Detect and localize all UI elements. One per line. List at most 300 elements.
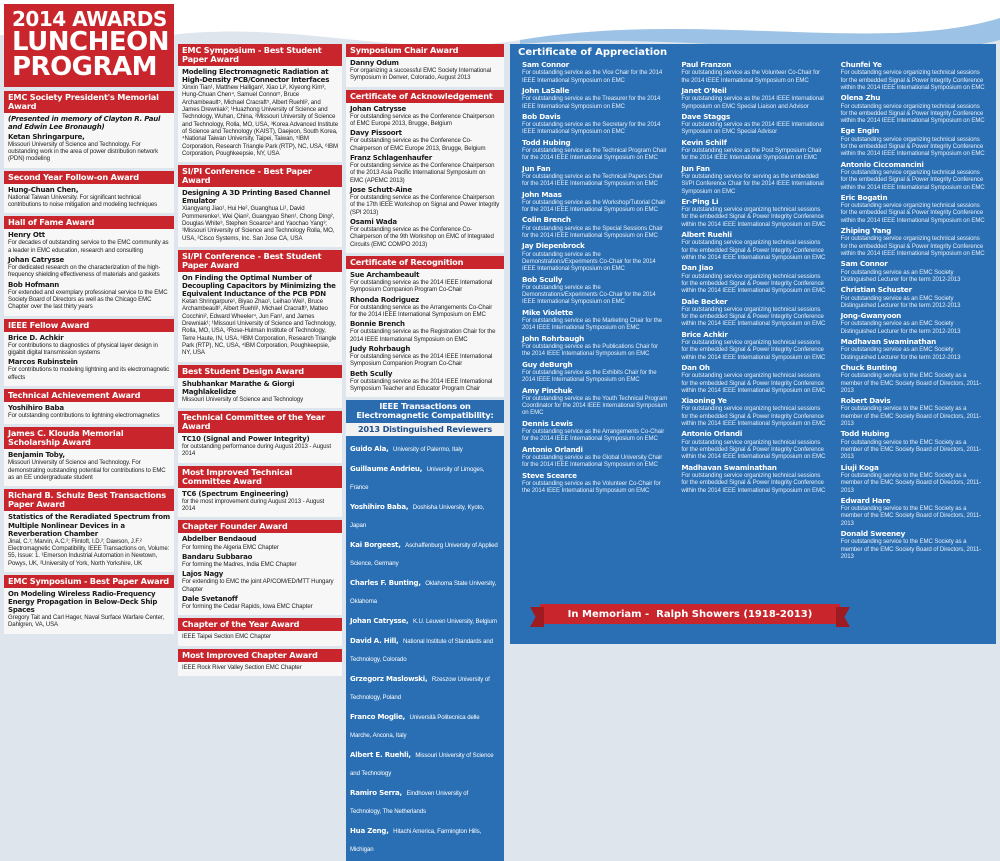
reviewer-entry — [350, 782, 500, 818]
reviewer-affiliation: Università Politecnica delle Marche, Ancona, Italy — [350, 714, 480, 740]
award-section — [4, 91, 174, 168]
recipient-description: For outstanding service organizing technical sessions for the embedded Signal & Power Integrity Conference within the 2014 IEEE International Symposium on EMC — [681, 405, 826, 428]
certificate-entry — [841, 338, 986, 361]
certificate-entry — [681, 198, 826, 228]
certificate-entry — [681, 139, 826, 162]
recipient-name: Eric Bogatin — [840, 192, 888, 202]
title-line-3: PROGRAM — [12, 52, 158, 83]
certificate-entry — [681, 231, 826, 261]
recipient-name: Xiaoning Ye — [681, 396, 727, 406]
award-section — [178, 250, 342, 362]
recipient-description: For outstanding service organizing technical sessions for the embedded Signal & Power Integrity Conference within the 2014 IEEE International Symposium on EMC — [681, 471, 826, 494]
recipient-description: For outstanding service as the 2014 IEEE International Symposium on EMC Special Liaison and Advisor — [681, 95, 824, 110]
section-body — [4, 332, 174, 386]
recipient-description: For outstanding service as an EMC Society Distinguished Lecturer for the term 2012-2013 — [840, 268, 961, 283]
recipient-description: For outstanding service as the Post Symposium Chair for the 2014 IEEE International Symposium on EMC — [681, 147, 822, 162]
recipient-name: Paul Franzon — [681, 60, 732, 69]
award-entry — [182, 595, 338, 610]
recipient-description: For outstanding service as the Publications Chair for the 2014 IEEE International Symposium on EMC — [522, 342, 658, 358]
award-section — [178, 466, 342, 518]
award-entry — [8, 334, 170, 357]
recipient-description: For outstanding service organizing technical sessions for the embedded Signal & Power Integrity Conference within the 2014 IEEE International Symposium on EMC — [840, 235, 985, 257]
recipient-name: TC6 (Spectrum Engineering) — [182, 489, 289, 498]
program-title — [4, 4, 174, 87]
award-entry — [8, 358, 170, 381]
section-header: IEEE Fellow Award — [4, 319, 174, 332]
recipient-name: Statistics of the Reradiated Spectrum from Multiple Nonlinear Devices in a Reverberation Chamber — [8, 513, 170, 538]
reviewer-affiliation: University of Limoges, France — [350, 466, 485, 492]
recipient-name: Dave Staggs — [681, 111, 731, 121]
middle-right-column — [346, 44, 504, 854]
recipient-description: For outstanding service as the Volunteer Co-Chair for the 2014 IEEE International Symposium on EMC — [681, 69, 820, 84]
recipient-description: For contributions to diagnostics of physical layer design in gigabit digital transmission systems — [8, 341, 158, 357]
recipient-name: Modeling Electromagnetic Radiation at High-Density PCB/Connector Interfaces — [182, 68, 330, 85]
certificate-column — [833, 61, 992, 563]
recipient-name: Bonnie Brench — [350, 320, 405, 329]
award-section — [178, 44, 342, 162]
recipient-name: Todd Hubing — [840, 429, 890, 439]
certificate-entry — [522, 387, 667, 417]
recipient-description: For outstanding service as the 2014 IEEE International Symposium Companion Program Co-Chair — [350, 353, 493, 368]
certificate-entry — [681, 464, 826, 494]
middle-left-column — [178, 44, 342, 671]
reviewer-name: Grzegorz Maslowski, — [350, 675, 428, 684]
reviewer-entry — [350, 630, 500, 666]
recipient-name: Johan Catrysse — [350, 104, 407, 113]
section-header: EMC Society President's Memorial Award — [4, 91, 174, 113]
recipient-description: For outstanding service as the Conference Chairperson of EMC Europe 2013, Brugge, Belgium — [350, 112, 495, 128]
recipient-name: Janet O'Neil — [681, 85, 727, 95]
recipient-description: For forming the Algeria EMC Chapter — [182, 543, 279, 551]
recipient-description: For outstanding service as the 2014 IEEE International Symposium on EMC Special Advisor — [681, 121, 824, 136]
certificate-entry — [681, 331, 826, 361]
award-entry — [350, 296, 500, 319]
recipient-name: Kevin Schilf — [681, 137, 727, 147]
title-line-1: 2014 AWARDS — [12, 7, 167, 31]
recipient-description: For outstanding service to the EMC Society as a member of the EMC Society Board of Directors, 2011-2013 — [840, 438, 982, 461]
reviewer-name: Albert E. Ruehli, — [350, 751, 411, 760]
certificate-entry — [681, 298, 826, 328]
recipient-name: Er-Ping Li — [681, 196, 719, 206]
recipient-description: For outstanding service organizing technical sessions for the embedded Signal & Power Integrity Conference within the 2014 IEEE International Symposium on EMC — [840, 202, 985, 224]
recipient-description: For outstanding service organizing technical sessions for the embedded Signal & Power Integrity Conference within the 2014 IEEE International Symposium on EMC — [681, 206, 826, 228]
award-section — [346, 256, 504, 397]
certificate-entry — [522, 216, 667, 239]
section-header: Most Improved Technical Committee Award — [178, 466, 342, 488]
reviewer-entry — [350, 610, 500, 628]
award-entry — [8, 451, 170, 481]
recipient-description: For outstanding service as an EMC Society Distinguished Lecturer for the term 2012-2013 — [840, 320, 961, 335]
certificate-entry — [522, 61, 667, 84]
recipient-name: Yoshihiro Baba — [8, 404, 64, 413]
section-body — [178, 433, 342, 463]
recipient-description: For dedicated research on the characterization of the high-frequency shielding effectiveness of materials and gaskets — [8, 264, 161, 279]
award-section — [178, 411, 342, 463]
recipient-name: Ege Engin — [840, 126, 880, 136]
certificate-panel — [510, 44, 996, 644]
recipient-name: Albert Ruehli — [681, 230, 732, 240]
recipient-name: Amy Pinchuk — [522, 385, 573, 395]
recipient-description: For outstanding service for serving as the embedded SI/PI Conference Chair for the 2014 IEEE International Symposium on EMC — [681, 172, 824, 195]
left-column — [4, 4, 174, 643]
award-entry — [182, 274, 338, 357]
reviewer-affiliation: K.U. Leuven University, Belgium — [412, 618, 497, 626]
recipient-description: For outstanding service as the 2014 IEEE International Symposium Teacher and Educator Program Chair — [350, 377, 493, 393]
certificate-entry — [841, 227, 986, 257]
recipient-name: Designing A 3D Printing Based Channel Emulator — [182, 189, 331, 206]
award-entry — [182, 535, 338, 550]
certificate-entry — [841, 397, 986, 427]
section-header: EMC Symposium - Best Paper Award — [4, 575, 174, 588]
award-entry — [350, 271, 500, 294]
award-entry — [182, 68, 338, 157]
recipient-description: For outstanding service to the EMC Society as a member of the EMC Society Board of Directors, 2011-2013 — [840, 538, 982, 560]
section-body — [178, 631, 342, 645]
certificate-entry — [522, 113, 667, 136]
recipient-description: For organizing a successful EMC Society International Symposium in Denver, Colorado, August 2013 — [350, 67, 492, 82]
reviewer-entry — [350, 706, 500, 742]
recipient-name: Bob Hofmann — [8, 280, 60, 289]
recipient-description: For outstanding service as the Global University Chair for the 2014 IEEE International Symposium on EMC — [522, 453, 663, 469]
recipient-description: IEEE Rock River Valley Section EMC Chapter — [182, 663, 302, 671]
certificate-entry — [841, 286, 986, 309]
section-header: Richard B. Schulz Best Transactions Paper Award — [4, 489, 174, 511]
transactions-header: IEEE Transactions on Electromagnetic Compatibility: — [346, 400, 504, 422]
recipient-description: National Taiwan University. For significant technical contributions to noise mitigation and modeling techniques — [8, 193, 158, 209]
recipient-name: Franz Schlagenhaufer — [350, 154, 432, 163]
recipient-description: For outstanding service organizing technical sessions for the embedded Signal & Power Integrity Conference within the 2014 IEEE International Symposium on EMC — [681, 272, 826, 295]
award-entry — [182, 189, 338, 242]
reviewer-entry — [350, 820, 500, 856]
section-body — [178, 533, 342, 615]
recipient-name: Jun Fan — [681, 163, 710, 173]
award-section — [4, 575, 174, 634]
recipient-name: Todd Hubing — [522, 137, 571, 147]
recipient-description: Missouri University of Science and Technology — [182, 395, 304, 403]
reviewer-name: Guido Ala, — [350, 445, 389, 454]
recipient-description: For contributions to modeling lightning and its electromagnetic effects — [8, 366, 170, 381]
recipient-description: Missouri University of Science and Technology. For outstanding work in the area of power distribution network (PDN) modeling — [8, 140, 159, 163]
recipient-description: For outstanding service to the EMC Society as a member of the EMC Society Board of Directors, 2011-2013 — [840, 405, 982, 428]
recipient-name: Dan Jiao — [681, 263, 714, 273]
reviewer-name: Charles F. Bunting, — [350, 579, 421, 588]
recipient-description: For outstanding service to the EMC Society as a member of the EMC Society Board of Directors, 2011-2013 — [840, 505, 982, 527]
recipient-description: IEEE Taipei Section EMC Chapter — [182, 633, 271, 641]
section-body — [178, 66, 342, 162]
reviewer-affiliation: Oklahoma State University, Oklahoma — [350, 580, 497, 606]
certificate-entry — [681, 87, 826, 110]
section-body — [4, 449, 174, 486]
recipient-name: Christian Schuster — [840, 285, 912, 295]
recipient-name: Madhavan Swaminathan — [840, 337, 937, 347]
certificate-entry — [522, 361, 667, 384]
certificate-entry — [522, 446, 667, 469]
recipient-name: Hung-Chuan Chen, — [8, 185, 79, 194]
recipient-description: For forming the Madres, India EMC Chapter — [182, 560, 297, 568]
recipient-description: For outstanding service as the Conference Co-Chairperson of EMC Europe 2013, Brugge, Belgium — [350, 137, 486, 152]
certificate-entry — [522, 191, 667, 214]
recipient-description: Jinal, C.¹; Marvin, A.C.²; Flintoft, I.D.²; Dawson, J.F.² Electromagnetic Compatibility, IEEE Transactions on, Volume: 55, Issue: 1. ¹Emerson Industrial Automation in Newtown, Powys, UK, ²University of York, North Yorkshire, UK — [8, 537, 170, 567]
recipient-name: Bob Scully — [522, 274, 563, 284]
recipient-description: For outstanding service organizing technical sessions for the embedded Signal & Power Integrity Conference within the 2014 IEEE International Symposium on EMC — [681, 372, 826, 394]
recipient-description: For outstanding service organizing technical sessions for the embedded Signal & Power Integrity Conference within the 2014 IEEE International Symposium on EMC — [840, 168, 985, 191]
recipient-name: Chunfei Ye — [840, 60, 882, 69]
recipient-name: Jong-Gwanyoon — [840, 311, 902, 321]
recipient-name: Chuck Bunting — [840, 362, 897, 372]
reviewer-entry — [350, 438, 500, 456]
section-header: Technical Achievement Award — [4, 389, 174, 402]
recipient-name: Colin Brench — [522, 215, 571, 225]
recipient-name: Antonio Ciccomancini — [840, 159, 924, 169]
award-section — [4, 389, 174, 424]
recipient-description: For outstanding service as the Conference Co-Chairperson of the 9th Workshop on EMC of Integrated Circuits (EMC COMPO 2013) — [350, 226, 494, 248]
reviewer-name: Guillaume Andrieu, — [350, 465, 423, 474]
recipient-name: On Finding the Optimal Number of Decoupling Capacitors by Minimizing the Equivalent Inductance of the PCB PDN — [182, 273, 336, 299]
reviewer-affiliation: National Institute of Standards and Technology, Colorado — [350, 638, 493, 664]
certificate-entry — [522, 309, 667, 332]
recipient-name: Donald Sweeney — [840, 529, 906, 539]
award-section — [346, 90, 504, 253]
award-section — [178, 520, 342, 615]
certificate-entry — [522, 87, 667, 110]
recipient-name: Sam Connor — [522, 60, 569, 69]
section-header: EMC Symposium - Best Student Paper Award — [178, 44, 342, 66]
recipient-name: Liuji Koga — [840, 462, 879, 472]
recipient-name: Osami Wada — [350, 218, 397, 227]
recipient-name: John Maas — [522, 189, 562, 199]
recipient-name: Judy Rohrbaugh — [350, 345, 411, 354]
section-header: Chapter of the Year Award — [178, 618, 342, 631]
reviewer-affiliation: Doshisha University, Kyoto, Japan — [350, 504, 485, 530]
recipient-description: Xiangyang Jiao¹, Hui He², Guanghua Li¹, David Pommerenke¹, Wei Qian², Guangyao Shen¹, Chong Ding², Douglas White³, Stephen Scearce³ and Yaochao Yang³; ¹Missouri University of Science and Technology Rolla, MO, USA, ²Cisco Systems, Inc. San Jose CA, USA — [182, 205, 335, 242]
section-body — [178, 272, 342, 362]
certificate-grid — [510, 61, 996, 563]
recipient-description: For outstanding service as the Vice Chair for the 2014 IEEE International Symposium on EMC — [522, 69, 663, 84]
recipient-name: Olena Zhu — [840, 93, 881, 103]
recipient-name: Zhiping Yang — [840, 226, 892, 236]
recipient-name: Beth Scully — [350, 369, 393, 378]
certificate-entry — [522, 242, 667, 272]
recipient-name: Antonio Orlandi — [522, 444, 583, 454]
award-entry — [182, 490, 338, 513]
ribbon-right — [836, 607, 850, 627]
award-section — [346, 44, 504, 87]
certificate-header: Certificate of Appreciation — [510, 44, 996, 61]
recipient-description: For outstanding service to the EMC Society as a member of the EMC Society Board of Directors, 2011-2013 — [840, 471, 982, 494]
section-body — [4, 402, 174, 424]
award-entry — [8, 590, 170, 629]
section-body — [4, 229, 174, 315]
reviewer-name: Franco Moglie, — [350, 713, 406, 722]
certificate-entry — [841, 161, 986, 191]
recipient-description: For outstanding service organizing technical sessions for the embedded Signal & Power Integrity Conference within the 2014 IEEE International Symposium on EMC — [840, 69, 985, 91]
certificate-entry — [841, 464, 986, 494]
recipient-name: Rhonda Rodriguez — [350, 295, 420, 304]
reviewer-name: Yoshihiro Baba, — [350, 503, 409, 512]
award-section — [178, 165, 342, 247]
section-body — [178, 187, 342, 247]
recipient-name: Brice Achkir — [681, 329, 728, 339]
recipient-description: For outstanding service organizing technical sessions for the embedded Signal & Power Integrity Conference within the 2014 IEEE International Symposium on EMC — [681, 239, 826, 261]
certificate-entry — [841, 312, 986, 335]
certificate-entry — [522, 139, 667, 162]
certificate-column — [673, 61, 832, 563]
recipient-description: Gregory Tait and Carl Hager, Naval Surface Warfare Center, Dahlgren, VA, USA — [8, 614, 165, 629]
reviewer-name: Kai Borgeest, — [350, 541, 401, 550]
recipient-description: For decades of outstanding service to the EMC community as a leader in EMC education, research and consulting — [8, 239, 169, 254]
certificate-entry — [522, 276, 667, 306]
recipient-description: For outstanding service as the Arrangements Co-Chair for the 2014 IEEE International Symposium on EMC — [522, 428, 665, 443]
award-entry — [8, 231, 170, 254]
award-section — [4, 216, 174, 315]
recipient-name: Dennis Lewis — [522, 418, 573, 428]
recipient-name: Edward Hare — [840, 495, 891, 505]
certificate-entry — [841, 127, 986, 157]
certificate-entry — [841, 497, 986, 527]
award-entry — [8, 256, 170, 279]
title-line-2: LUNCHEON — [12, 26, 169, 57]
recipient-name: Henry Ott — [8, 231, 45, 240]
award-section — [4, 427, 174, 486]
section-body — [346, 103, 504, 253]
reviewer-affiliation: Aschaffenburg University of Applied Science, Germany — [350, 542, 498, 568]
recipient-name: Dale Becker — [681, 296, 728, 306]
award-section — [178, 618, 342, 645]
reviewer-affiliation: Rzeszow University of Technology, Poland — [350, 676, 490, 702]
award-entry — [350, 345, 500, 368]
recipient-name: Guy deBurgh — [522, 359, 573, 369]
recipient-description: For outstanding service organizing technical sessions for the embedded Signal & Power Integrity Conference within the 2014 IEEE International Symposium on EMC — [681, 438, 826, 461]
recipient-name: Brice D. Achkir — [8, 333, 64, 342]
award-entry — [350, 186, 500, 216]
recipient-name: Dan Oh — [681, 362, 710, 372]
recipient-name: Bob Davis — [522, 111, 561, 121]
section-header: Certificate of Recognition — [346, 256, 504, 269]
section-header: Hall of Fame Award — [4, 216, 174, 229]
recipient-description: Missouri University of Science and Technology. For demonstrating outstanding potential for contributions to EMC as an EE undergraduate student — [8, 459, 166, 482]
recipient-name: John Rohrbaugh — [522, 333, 585, 343]
section-body — [346, 269, 504, 397]
certificate-entry — [841, 530, 986, 560]
award-entry — [8, 404, 170, 419]
award-entry — [182, 664, 338, 671]
reviewer-entry — [350, 458, 500, 494]
recipient-name: Jun Fan — [522, 163, 551, 173]
recipient-name: Shubhankar Marathe & Giorgi Maghlakelidze — [182, 379, 295, 396]
recipient-description: For outstanding service organizing technical sessions for the embedded Signal & Power Integrity Conference within the 2014 IEEE International Symposium on EMC — [681, 339, 826, 361]
reviewer-entry — [350, 496, 500, 532]
recipient-description: For outstanding service as the Registration Chair for the 2014 IEEE International Symposium on EMC — [350, 328, 496, 343]
section-header: Second Year Follow-on Award — [4, 171, 174, 184]
memoriam-banner — [540, 604, 840, 624]
certificate-entry — [522, 472, 667, 495]
recipient-name: Bandaru Subbarao — [182, 552, 253, 561]
certificate-entry — [522, 165, 667, 188]
recipient-name: Jay Diepenbrock — [522, 241, 585, 251]
recipient-name: Dale Svetanoff — [182, 594, 238, 603]
section-header: Most Improved Chapter Award — [178, 649, 342, 662]
certificate-entry — [681, 165, 826, 195]
recipient-description: For outstanding service as the Arrangements Co-Chair for the 2014 IEEE International Symposium on EMC — [350, 303, 493, 319]
transactions-reviewers-section — [346, 400, 504, 861]
certificate-entry — [681, 113, 826, 136]
recipient-description: for the most improvement during August 2013 - August 2014 — [182, 497, 325, 513]
award-section — [178, 649, 342, 676]
award-entry — [350, 129, 500, 152]
recipient-name: On Modeling Wireless Radio-Frequency Energy Propagation in Below-Deck Ship Spaces — [8, 589, 158, 614]
award-entry — [8, 281, 170, 311]
recipient-description: For outstanding service as the Demonstrations/Experiments Co-Chair for the 2014 IEEE International Symposium on EMC — [522, 283, 656, 306]
award-entry — [350, 320, 500, 343]
recipient-description: For outstanding service as the Demonstrations/Experiments Co-Chair for the 2014 IEEE International Symposium on EMC — [522, 250, 656, 273]
recipient-description: Xinxin Tian¹, Matthew Halligan², Xiao Li², Kiyeong Kim³, Hung-Chuan Chen⁴, Samuel Connor⁵, Bruce Archambeault⁵, Michael Cracraft⁵, Albert Ruehli², and James Drewniak²; ¹Huazhong University of Science and Technology, Wuhan, China, ²Missouri University of Science and Technology, Rolla, MO, USA, ³Korea Advanced Institute of Science and Technology (KAIST), Daejeon, South Korea, ⁴National Taiwan University, Taipei, Taiwan, ⁵IBM Corporation, Research Triangle Park (RTP), NC, USA, ⁶IBM Corporation, Poughkeepsie, NY, USA — [182, 84, 338, 157]
recipient-name: Lajos Nagy — [182, 570, 224, 579]
certificate-entry — [841, 260, 986, 283]
recipient-description: For outstanding service organizing technical sessions for the embedded Signal & Power Integrity Conference within the 2014 IEEE International Symposium on EMC — [840, 135, 985, 158]
recipient-description: For outstanding service as the Youth Technical Program Coordinator for the 2014 IEEE International Symposium on EMC — [522, 394, 668, 417]
recipient-name: Ketan Shringarpure, — [8, 132, 85, 141]
section-body — [4, 113, 174, 168]
section-header: James C. Klouda Memorial Scholarship Award — [4, 427, 174, 449]
recipient-name: John LaSalle — [522, 85, 570, 95]
recipient-name: Abdelber Bendaoud — [182, 535, 257, 544]
section-header: Chapter Founder Award — [178, 520, 342, 533]
recipient-description: For outstanding service as the Volunteer Co-Chair for the 2014 IEEE International Symposium on EMC — [522, 479, 661, 495]
recipient-name: (Presented in memory of Clayton R. Paul and Edwin Lee Bronaugh) — [8, 114, 161, 131]
section-header: SI/PI Conference - Best Student Paper Award — [178, 250, 342, 272]
section-header: Technical Committee of the Year Award — [178, 411, 342, 433]
recipient-description: Ketan Shringarpure¹, Biyao Zhao¹, Leihao Wei¹, Bruce Archambeault², Albert Ruehli¹, Michael Cracraft³, Matteo Cocchini², Edward Wheeler⁴, Jun Fan¹, and James Drewniak¹; ¹Missouri University of Science and Technology, Rolla, MO, USA, ²Rose-Hulman Institute of Technology, Terre Haute, IN, USA, ³IBM Corporation, Research Triangle Park (RTP), NC, USA, ⁴IBM Corporation, Poughkeepsie, NY, USA — [182, 298, 337, 357]
reviewer-affiliation: Eindhoven University of Technology, The Netherlands — [350, 790, 469, 816]
reviewer-name: David A. Hill, — [350, 637, 399, 646]
recipient-description: For outstanding service as the Conference Chairperson of the 2013 Asia Pacific International Symposium on EMC (APEMC 2013) — [350, 162, 495, 184]
award-entry — [182, 553, 338, 568]
certificate-entry — [681, 430, 826, 460]
recipient-description: For outstanding service as the Conference Chairperson of the 17th IEEE Workshop on Signal and Power Integrity (SPI 2013) — [350, 194, 500, 216]
section-body — [346, 57, 504, 87]
certificate-entry — [522, 335, 667, 358]
certificate-entry — [681, 264, 826, 294]
recipient-description: For outstanding service organizing technical sessions for the embedded Signal & Power Integrity Conference within the 2014 IEEE International Symposium on EMC — [681, 305, 826, 328]
certificate-entry — [841, 194, 986, 224]
reviewer-name: Ramiro Serra, — [350, 789, 402, 798]
award-section — [4, 171, 174, 214]
award-section — [4, 319, 174, 386]
award-entry — [182, 380, 338, 403]
reviewer-entry — [350, 744, 500, 780]
recipient-description: For outstanding service as an EMC Society Distinguished Lecturer for the term 2012-2013 — [840, 294, 961, 309]
award-entry — [182, 435, 338, 458]
reviewer-affiliation: University of Palermo, Italy — [393, 446, 463, 454]
recipient-name: Marcos Rubinstein — [8, 358, 78, 367]
award-entry — [182, 633, 338, 640]
recipient-name: Sam Connor — [840, 259, 888, 269]
recipient-description: For outstanding service organizing technical sessions for the embedded Signal & Power Integrity Conference within the 2014 IEEE International Symposium on EMC — [840, 102, 985, 125]
section-body — [4, 184, 174, 214]
recipient-name: Antonio Orlandi — [681, 429, 743, 439]
recipient-description: For outstanding service as the Treasurer for the 2014 IEEE International Symposium on EMC — [522, 95, 661, 110]
certificate-entry — [841, 430, 986, 460]
memoriam-name: Ralph Showers (1918-2013) — [656, 608, 813, 620]
memoriam-label: In Memoriam - — [567, 608, 650, 620]
recipient-name: Steve Scearce — [522, 470, 577, 480]
recipient-name: Davy Pissoort — [350, 129, 402, 138]
reviewer-name: Johan Catrysse, — [350, 617, 409, 626]
award-entry — [350, 218, 500, 248]
certificate-entry — [841, 94, 986, 124]
award-entry — [182, 570, 338, 593]
recipient-name: Madhavan Swaminathan — [681, 462, 777, 472]
